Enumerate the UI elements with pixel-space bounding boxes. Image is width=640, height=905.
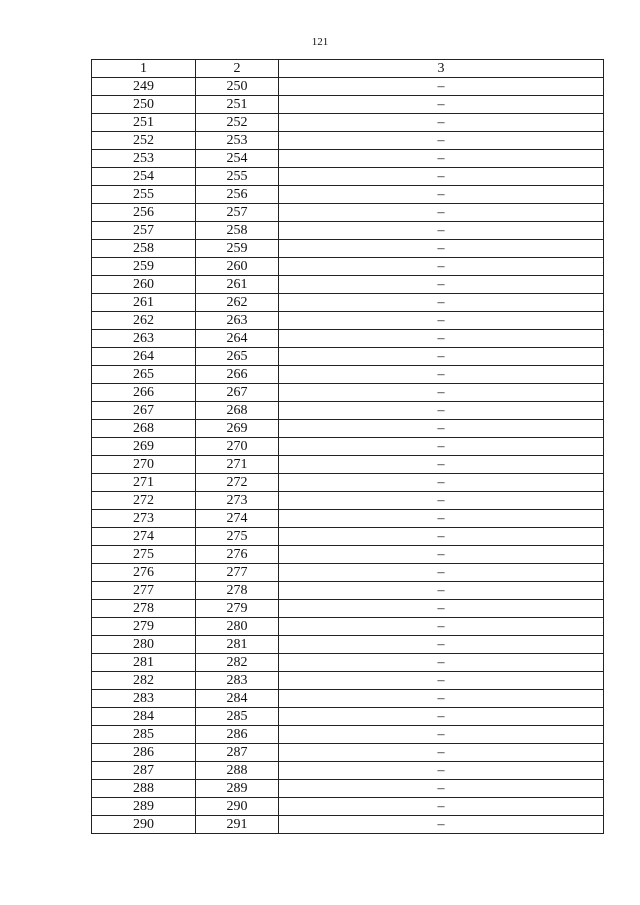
table-cell-col-3: – (279, 546, 604, 564)
table-row (92, 276, 604, 294)
table-cell-col-1: 271 (92, 474, 196, 492)
table-row (92, 798, 604, 816)
column-header-2: 2 (196, 60, 279, 78)
table-cell-col-1: 263 (92, 330, 196, 348)
table-row (92, 168, 604, 186)
table-cell-col-2: 283 (196, 672, 279, 690)
table-row (92, 492, 604, 510)
table-row (92, 726, 604, 744)
table-row (92, 96, 604, 114)
table-row (92, 132, 604, 150)
table-cell-col-1: 288 (92, 780, 196, 798)
table-cell-col-3: – (279, 564, 604, 582)
table-cell-col-1: 277 (92, 582, 196, 600)
table-cell-col-2: 285 (196, 708, 279, 726)
table-cell-col-3: – (279, 384, 604, 402)
table-cell-col-2: 250 (196, 78, 279, 96)
table-cell-col-3: – (279, 510, 604, 528)
table-row (92, 240, 604, 258)
table-cell-col-2: 260 (196, 258, 279, 276)
table-row (92, 474, 604, 492)
table-cell-col-2: 284 (196, 690, 279, 708)
table-cell-col-1: 262 (92, 312, 196, 330)
table-cell-col-3: – (279, 420, 604, 438)
table-cell-col-3: – (279, 744, 604, 762)
table-cell-col-3: – (279, 276, 604, 294)
table-cell-col-1: 268 (92, 420, 196, 438)
table-cell-col-3: – (279, 582, 604, 600)
table-row (92, 780, 604, 798)
table-cell-col-3: – (279, 186, 604, 204)
table-cell-col-3: – (279, 762, 604, 780)
table-cell-col-2: 253 (196, 132, 279, 150)
table-row (92, 222, 604, 240)
table-cell-col-1: 258 (92, 240, 196, 258)
table-row (92, 204, 604, 222)
table-cell-col-3: – (279, 204, 604, 222)
table-cell-col-1: 256 (92, 204, 196, 222)
table-cell-col-2: 261 (196, 276, 279, 294)
table-cell-col-1: 255 (92, 186, 196, 204)
table-cell-col-3: – (279, 726, 604, 744)
table-cell-col-1: 283 (92, 690, 196, 708)
table-cell-col-1: 279 (92, 618, 196, 636)
table-cell-col-2: 287 (196, 744, 279, 762)
table-cell-col-2: 264 (196, 330, 279, 348)
table-cell-col-2: 280 (196, 618, 279, 636)
table-cell-col-3: – (279, 348, 604, 366)
table-cell-col-1: 267 (92, 402, 196, 420)
table-cell-col-2: 279 (196, 600, 279, 618)
table-cell-col-3: – (279, 816, 604, 834)
table-cell-col-2: 268 (196, 402, 279, 420)
table-cell-col-2: 288 (196, 762, 279, 780)
table-row (92, 348, 604, 366)
table-row (92, 402, 604, 420)
table-cell-col-3: – (279, 438, 604, 456)
table-cell-col-2: 251 (196, 96, 279, 114)
table-row (92, 312, 604, 330)
table-row (92, 258, 604, 276)
table-cell-col-1: 254 (92, 168, 196, 186)
table-cell-col-1: 266 (92, 384, 196, 402)
table-row (92, 582, 604, 600)
table-cell-col-3: – (279, 132, 604, 150)
table-cell-col-2: 270 (196, 438, 279, 456)
table-row (92, 186, 604, 204)
table-cell-col-3: – (279, 600, 604, 618)
table-cell-col-1: 249 (92, 78, 196, 96)
table-cell-col-2: 262 (196, 294, 279, 312)
table-row (92, 438, 604, 456)
table-cell-col-2: 271 (196, 456, 279, 474)
table-cell-col-3: – (279, 708, 604, 726)
table-row (92, 636, 604, 654)
table-row (92, 816, 604, 834)
table-cell-col-1: 272 (92, 492, 196, 510)
table-cell-col-1: 260 (92, 276, 196, 294)
table-cell-col-2: 257 (196, 204, 279, 222)
table-row (92, 762, 604, 780)
table-cell-col-3: – (279, 672, 604, 690)
table-cell-col-1: 276 (92, 564, 196, 582)
table-cell-col-2: 259 (196, 240, 279, 258)
table-row (92, 708, 604, 726)
table-body (92, 78, 604, 834)
table-row (92, 600, 604, 618)
table-cell-col-1: 270 (92, 456, 196, 474)
table-header (92, 60, 604, 78)
table-cell-col-2: 263 (196, 312, 279, 330)
table-cell-col-2: 265 (196, 348, 279, 366)
table-cell-col-2: 282 (196, 654, 279, 672)
table-row (92, 114, 604, 132)
table-cell-col-3: – (279, 168, 604, 186)
table-row (92, 654, 604, 672)
table-cell-col-3: – (279, 690, 604, 708)
table-cell-col-2: 289 (196, 780, 279, 798)
table-cell-col-3: – (279, 456, 604, 474)
table-row (92, 672, 604, 690)
table-cell-col-1: 269 (92, 438, 196, 456)
table-cell-col-2: 274 (196, 510, 279, 528)
table-row (92, 366, 604, 384)
table-row (92, 330, 604, 348)
table-cell-col-2: 275 (196, 528, 279, 546)
table-cell-col-1: 280 (92, 636, 196, 654)
table-cell-col-3: – (279, 78, 604, 96)
table-cell-col-2: 276 (196, 546, 279, 564)
table-cell-col-1: 261 (92, 294, 196, 312)
table-cell-col-2: 272 (196, 474, 279, 492)
table-cell-col-1: 284 (92, 708, 196, 726)
page-number: 121 (311, 36, 329, 48)
table-cell-col-3: – (279, 492, 604, 510)
table-row (92, 744, 604, 762)
table-cell-col-1: 275 (92, 546, 196, 564)
table-cell-col-1: 252 (92, 132, 196, 150)
table-cell-col-2: 254 (196, 150, 279, 168)
table-cell-col-2: 286 (196, 726, 279, 744)
table-cell-col-3: – (279, 402, 604, 420)
table-cell-col-3: – (279, 528, 604, 546)
table-cell-col-1: 286 (92, 744, 196, 762)
data-table (91, 59, 604, 834)
table-cell-col-1: 274 (92, 528, 196, 546)
table-cell-col-2: 252 (196, 114, 279, 132)
table-cell-col-3: – (279, 636, 604, 654)
table-row (92, 420, 604, 438)
table-row (92, 78, 604, 96)
table-cell-col-1: 282 (92, 672, 196, 690)
table-cell-col-1: 278 (92, 600, 196, 618)
table-cell-col-2: 281 (196, 636, 279, 654)
table-cell-col-1: 253 (92, 150, 196, 168)
table-cell-col-3: – (279, 96, 604, 114)
table-cell-col-2: 269 (196, 420, 279, 438)
table-cell-col-2: 266 (196, 366, 279, 384)
table-cell-col-2: 278 (196, 582, 279, 600)
table-cell-col-3: – (279, 366, 604, 384)
table-row (92, 510, 604, 528)
table-cell-col-2: 273 (196, 492, 279, 510)
table-cell-col-2: 291 (196, 816, 279, 834)
table-cell-col-1: 259 (92, 258, 196, 276)
table-cell-col-3: – (279, 312, 604, 330)
table-cell-col-3: – (279, 330, 604, 348)
column-header-1: 1 (92, 60, 196, 78)
table-cell-col-3: – (279, 780, 604, 798)
table-cell-col-3: – (279, 114, 604, 132)
column-header-3: 3 (279, 60, 604, 78)
table-cell-col-3: – (279, 150, 604, 168)
table-cell-col-3: – (279, 222, 604, 240)
header-row (92, 60, 604, 78)
table-row (92, 564, 604, 582)
table-cell-col-3: – (279, 654, 604, 672)
table-cell-col-1: 290 (92, 816, 196, 834)
table-cell-col-1: 257 (92, 222, 196, 240)
table-row (92, 690, 604, 708)
table-cell-col-3: – (279, 798, 604, 816)
table-row (92, 618, 604, 636)
table-row (92, 384, 604, 402)
table-row (92, 456, 604, 474)
table-cell-col-1: 251 (92, 114, 196, 132)
table-cell-col-2: 277 (196, 564, 279, 582)
table-row (92, 294, 604, 312)
table-row (92, 546, 604, 564)
table-row (92, 528, 604, 546)
table-cell-col-2: 290 (196, 798, 279, 816)
table-cell-col-3: – (279, 240, 604, 258)
table-cell-col-2: 255 (196, 168, 279, 186)
table-cell-col-3: – (279, 474, 604, 492)
table-cell-col-1: 273 (92, 510, 196, 528)
table-cell-col-3: – (279, 294, 604, 312)
table-cell-col-1: 289 (92, 798, 196, 816)
table-cell-col-3: – (279, 258, 604, 276)
table-cell-col-1: 250 (92, 96, 196, 114)
table-cell-col-1: 281 (92, 654, 196, 672)
table-cell-col-2: 258 (196, 222, 279, 240)
table-cell-col-3: – (279, 618, 604, 636)
table-cell-col-2: 267 (196, 384, 279, 402)
table-cell-col-1: 287 (92, 762, 196, 780)
table-cell-col-2: 256 (196, 186, 279, 204)
table-cell-col-1: 264 (92, 348, 196, 366)
table-cell-col-1: 285 (92, 726, 196, 744)
table-cell-col-1: 265 (92, 366, 196, 384)
table-row (92, 150, 604, 168)
